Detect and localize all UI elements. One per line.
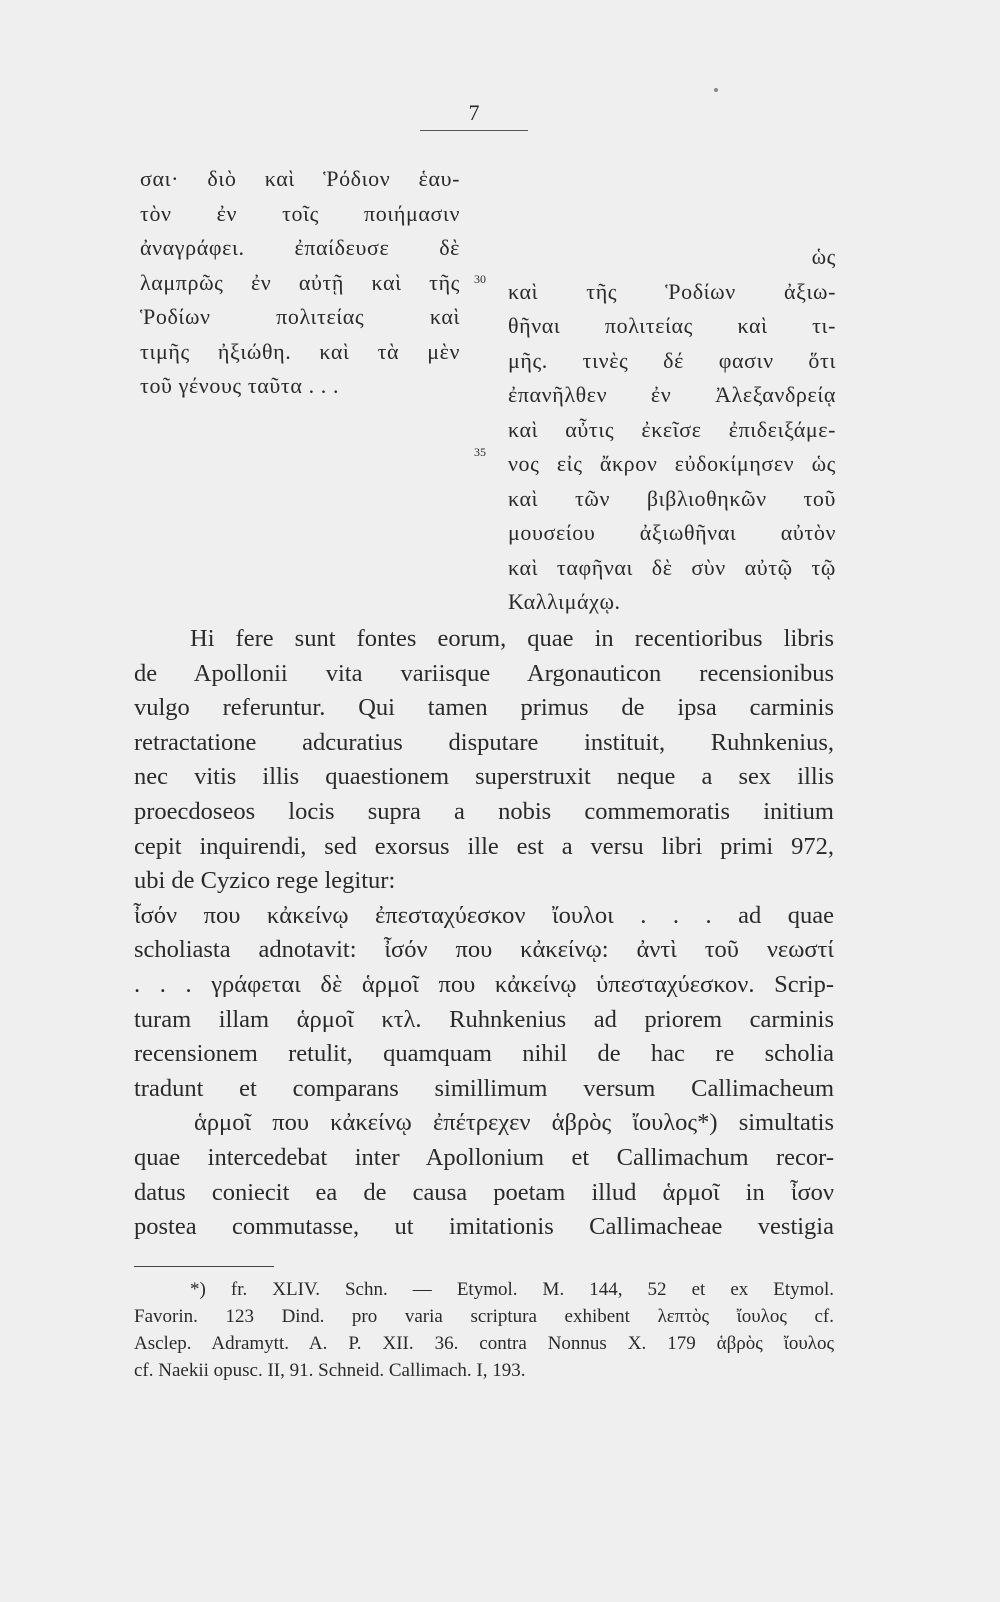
body-line: turam illam ἁρμοῖ κτλ. Ruhnkenius ad priorem carminis	[134, 1005, 834, 1033]
greek-right-column	[508, 240, 836, 620]
greek-right-line: καὶ ταφῆναι δὲ σὺν αὐτῷ τῷ	[508, 554, 836, 580]
body-paragraph	[134, 622, 834, 1245]
body-line: quae intercedebat inter Apollonium et Callimachum recor-	[134, 1143, 834, 1171]
body-line: vulgo referuntur. Qui tamen primus de ipsa carminis	[134, 694, 834, 722]
body-line: . . . γράφεται δὲ ἁρμοῖ που κἀκείνῳ ὑπεσταχύεσκον. Scrip-	[134, 970, 834, 998]
greek-right-line: Καλλιμάχῳ.	[508, 589, 621, 614]
greek-right-line: καὶ τῆς Ῥοδίων ἀξιω-	[508, 278, 836, 304]
greek-right-line: μῆς. τινὲς δέ φασιν ὅτι	[508, 347, 836, 373]
body-line: postea commutasse, ut imitationis Callimacheae vestigia	[134, 1213, 834, 1241]
greek-left-column	[140, 162, 460, 404]
body-line: cepit inquirendi, sed exorsus ille est a versu libri primi 972,	[134, 832, 834, 860]
body-line-quotation: ἶσόν που κἀκείνῳ ἐπεσταχύεσκον ἴουλοι . . . ad quae	[134, 901, 834, 929]
page-number-rule	[420, 130, 528, 131]
greek-right-line: καὶ αὖτις ἐκεῖσε ἐπιδειξάμε-	[508, 416, 836, 442]
footnote-line: cf. Naekii opusc. II, 91. Schneid. Callimach. I, 193.	[134, 1360, 526, 1381]
greek-left-line: Ῥοδίων πολιτείας καὶ	[140, 304, 460, 329]
body-line: nec vitis illis quaestionem superstruxit neque a sex illis	[134, 763, 834, 791]
greek-right-line: ἐπανῆλθεν ἐν Ἀλεξανδρείᾳ	[508, 382, 836, 407]
greek-right-line: μουσείου ἀξιωθῆναι αὐτὸν	[508, 520, 836, 545]
body-line-quotation: ἁρμοῖ που κἀκείνῳ ἐπέτρεχεν ἁβρὸς ἴουλος*) simultatis	[194, 1109, 834, 1137]
line-number-35: 35	[474, 445, 486, 459]
greek-right-line: νος εἰς ἄκρον εὐδοκίμησεν ὡς	[508, 451, 836, 476]
body-line: tradunt et comparans simillimum versum Callimacheum	[134, 1074, 834, 1102]
body-line: de Apollonii vita variisque Argonauticon recensionibus	[134, 659, 834, 687]
footnote-line: Asclep. Adramytt. A. P. XII. 36. contra Nonnus X. 179 ἁβρὸς ἴουλος	[134, 1333, 834, 1354]
greek-right-line: ὡς	[811, 244, 836, 269]
footnote-block	[134, 1276, 834, 1384]
footnote-line: *) fr. XLIV. Schn. — Etymol. M. 144, 52 et ex Etymol.	[190, 1279, 834, 1300]
body-line: datus coniecit ea de causa poetam illud ἁρμοῖ in ἶσον	[134, 1178, 834, 1206]
line-number-30: 30	[474, 272, 486, 286]
body-line: ubi de Cyzico rege legitur:	[134, 867, 396, 895]
footnote-rule	[134, 1266, 274, 1267]
footnote-line: Favorin. 123 Dind. pro varia scriptura exhibent λεπτὸς ἴουλος cf.	[134, 1306, 834, 1327]
page-number: 7	[468, 100, 480, 125]
greek-left-line: λαμπρῶς ἐν αὐτῇ καὶ τῆς	[140, 269, 460, 295]
greek-left-line: ἀναγράφει. ἐπαίδευσε δὲ	[140, 235, 460, 260]
body-line: recensionem retulit, quamquam nihil de hac re scholia	[134, 1040, 834, 1068]
ink-speck	[714, 88, 718, 92]
body-line: scholiasta adnotavit: ἶσόν που κἀκείνῳ: ἀντὶ τοῦ νεωστί	[134, 936, 834, 964]
greek-left-line: σαι· διὸ καὶ Ῥόδιον ἑαυ-	[140, 166, 460, 191]
body-line: proecdoseos locis supra a nobis commemoratis initium	[134, 797, 834, 825]
body-line: Hi fere sunt fontes eorum, quae in recentioribus libris	[190, 625, 834, 652]
greek-right-line: θῆναι πολιτείας καὶ τι-	[508, 313, 836, 338]
greek-right-line: καὶ τῶν βιβλιοθηκῶν τοῦ	[508, 485, 836, 511]
greek-left-line: τιμῆς ἠξιώθη. καὶ τὰ μὲν	[140, 338, 460, 364]
greek-left-line: τοῦ γένους ταῦτα . . .	[140, 373, 340, 398]
body-line: retractatione adcuratius disputare instituit, Ruhnkenius,	[134, 728, 834, 756]
greek-left-line: τὸν ἐν τοῖς ποιήμασιν	[140, 200, 460, 226]
